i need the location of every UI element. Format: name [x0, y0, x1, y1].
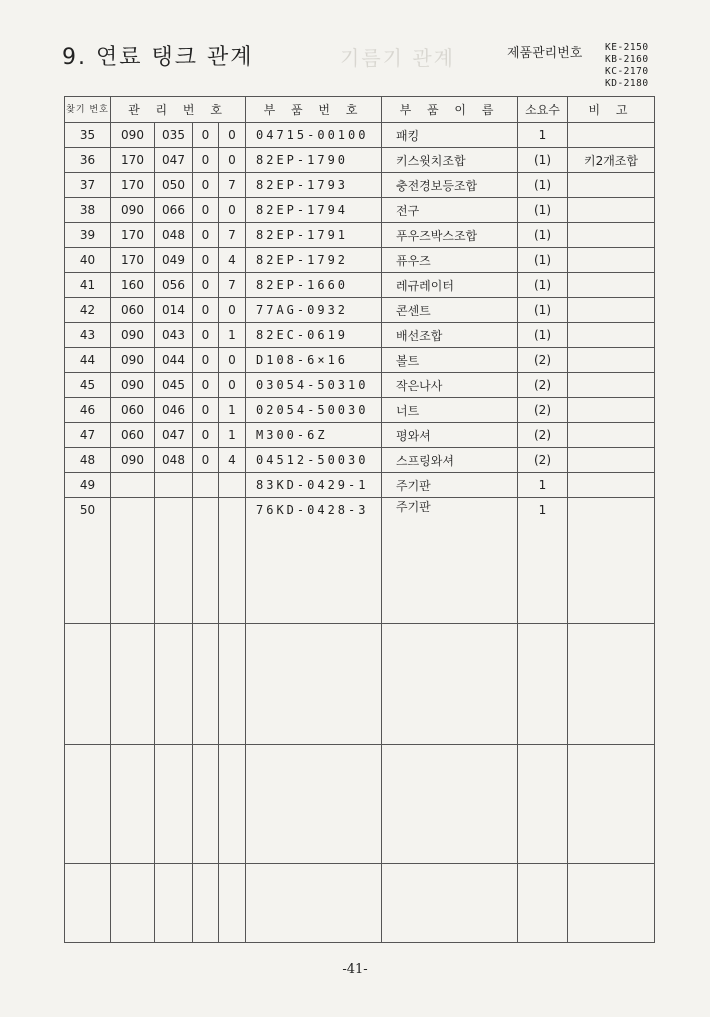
- cell-a: 090: [111, 198, 155, 223]
- cell-c: 0: [193, 148, 219, 173]
- cell-pn: 82EP-1794: [246, 198, 382, 223]
- table-row: [65, 473, 655, 498]
- cell-a: 090: [111, 348, 155, 373]
- cell-a: 090: [111, 373, 155, 398]
- table-row: [65, 148, 655, 173]
- cell-no: 46: [65, 398, 111, 423]
- cell-no: 48: [65, 448, 111, 473]
- empty-cell: [518, 624, 568, 745]
- cell-b: 046: [155, 398, 193, 423]
- cell-d: 1: [219, 323, 246, 348]
- cell-a: 090: [111, 123, 155, 148]
- cell-name: 평와셔: [382, 423, 518, 448]
- cell-name: 퓨우즈: [382, 248, 518, 273]
- empty-row-block: [65, 864, 655, 943]
- empty-row-block: [65, 745, 655, 864]
- cell-no: 44: [65, 348, 111, 373]
- cell-no: 43: [65, 323, 111, 348]
- col-header-remark: 비 고: [568, 97, 655, 123]
- cell-remark: [568, 298, 655, 323]
- cell-name: 패킹: [382, 123, 518, 148]
- cell-b: 014: [155, 298, 193, 323]
- model-code: KB-2160: [605, 54, 649, 65]
- cell-name: 배선조합: [382, 323, 518, 348]
- cell-qty: (1): [518, 273, 568, 298]
- empty-cell: [246, 864, 382, 943]
- cell-b: 045: [155, 373, 193, 398]
- cell-remark: [568, 198, 655, 223]
- cell-qty: (1): [518, 248, 568, 273]
- col-header-qty: 소요수: [518, 97, 568, 123]
- cell-b: 047: [155, 423, 193, 448]
- cell-pn: 04715-00100: [246, 123, 382, 148]
- cell-b: 048: [155, 448, 193, 473]
- cell-no: 38: [65, 198, 111, 223]
- cell-c: 0: [193, 423, 219, 448]
- cell-b: 044: [155, 348, 193, 373]
- cell-name: 푸우즈박스조합: [382, 223, 518, 248]
- empty-cell: [246, 624, 382, 745]
- cell-pn: 82EP-1790: [246, 148, 382, 173]
- model-list: [605, 42, 649, 90]
- cell-qty: (2): [518, 448, 568, 473]
- table-row: [65, 273, 655, 298]
- cell-pn: 82EP-1792: [246, 248, 382, 273]
- cell-qty: (2): [518, 398, 568, 423]
- cell-qty: 1: [518, 473, 568, 498]
- empty-cell: [111, 745, 155, 864]
- empty-cell: [111, 864, 155, 943]
- empty-cell: [155, 864, 193, 943]
- cell-d: 7: [219, 173, 246, 198]
- empty-cell: [382, 745, 518, 864]
- cell-qty: (1): [518, 323, 568, 348]
- cell-d: 1: [219, 398, 246, 423]
- empty-cell: [155, 624, 193, 745]
- table-row: [65, 173, 655, 198]
- cell-no: 35: [65, 123, 111, 148]
- cell-d: 4: [219, 448, 246, 473]
- table-row: [65, 248, 655, 273]
- cell-pn: M300-6Z: [246, 423, 382, 448]
- cell-c: 0: [193, 448, 219, 473]
- cell-remark: [568, 373, 655, 398]
- cell-pn: 83KD-0429-1: [246, 473, 382, 498]
- cell-remark: 키2개조합: [568, 148, 655, 173]
- cell-remark: [568, 273, 655, 298]
- cell-b: 048: [155, 223, 193, 248]
- empty-cell: [219, 624, 246, 745]
- empty-cell: [65, 624, 111, 745]
- cell-b: [155, 473, 193, 498]
- product-mgmt-label: 제품관리번호: [507, 46, 583, 61]
- cell-a: [111, 473, 155, 498]
- col-header-no: 찾기 번호: [65, 97, 111, 123]
- cell-c: 0: [193, 298, 219, 323]
- empty-cell: [568, 864, 655, 943]
- empty-cell: [111, 624, 155, 745]
- cell-remark: [568, 248, 655, 273]
- cell-qty: (1): [518, 148, 568, 173]
- cell-b: [155, 498, 193, 624]
- cell-d: 0: [219, 373, 246, 398]
- cell-qty: (1): [518, 198, 568, 223]
- table-row: [65, 223, 655, 248]
- empty-cell: [155, 745, 193, 864]
- cell-qty: 1: [518, 498, 568, 624]
- parts-table: [64, 96, 655, 943]
- cell-name: 전구: [382, 198, 518, 223]
- cell-pn: 77AG-0932: [246, 298, 382, 323]
- cell-c: 0: [193, 173, 219, 198]
- cell-remark: [568, 398, 655, 423]
- cell-qty: (1): [518, 298, 568, 323]
- cell-b: 050: [155, 173, 193, 198]
- cell-name: 너트: [382, 398, 518, 423]
- cell-name: 스프링와셔: [382, 448, 518, 473]
- cell-no: 41: [65, 273, 111, 298]
- model-code: KC-2170: [605, 66, 649, 77]
- cell-name: 주기판: [382, 498, 518, 624]
- cell-remark: [568, 223, 655, 248]
- empty-cell: [568, 745, 655, 864]
- cell-d: 7: [219, 223, 246, 248]
- cell-qty: (1): [518, 223, 568, 248]
- cell-d: [219, 473, 246, 498]
- cell-c: 0: [193, 198, 219, 223]
- cell-pn: 76KD-0428-3: [246, 498, 382, 624]
- cell-c: 0: [193, 223, 219, 248]
- cell-a: 160: [111, 273, 155, 298]
- cell-d: [219, 498, 246, 624]
- table-row: [65, 398, 655, 423]
- page-title: 9. 연료 탱크 관계: [62, 45, 254, 70]
- cell-remark: [568, 498, 655, 624]
- cell-d: 0: [219, 123, 246, 148]
- cell-c: [193, 498, 219, 624]
- cell-no: 47: [65, 423, 111, 448]
- table-row: [65, 448, 655, 473]
- cell-d: 0: [219, 148, 246, 173]
- cell-no: 40: [65, 248, 111, 273]
- cell-a: 170: [111, 248, 155, 273]
- cell-c: [193, 473, 219, 498]
- empty-cell: [382, 624, 518, 745]
- col-header-part-name: 부 품 이 름: [382, 97, 518, 123]
- cell-name: 볼트: [382, 348, 518, 373]
- cell-name: 주기판: [382, 473, 518, 498]
- cell-pn: 02054-50030: [246, 398, 382, 423]
- cell-remark: [568, 473, 655, 498]
- empty-cell: [518, 745, 568, 864]
- cell-a: 060: [111, 398, 155, 423]
- table-row: [65, 323, 655, 348]
- cell-no: 39: [65, 223, 111, 248]
- empty-cell: [568, 624, 655, 745]
- cell-d: 4: [219, 248, 246, 273]
- cell-remark: [568, 173, 655, 198]
- cell-b: 035: [155, 123, 193, 148]
- empty-cell: [382, 864, 518, 943]
- cell-no: 49: [65, 473, 111, 498]
- cell-pn: 04512-50030: [246, 448, 382, 473]
- cell-qty: (2): [518, 423, 568, 448]
- cell-c: 0: [193, 123, 219, 148]
- cell-no: 45: [65, 373, 111, 398]
- cell-pn: 82EP-1793: [246, 173, 382, 198]
- cell-c: 0: [193, 348, 219, 373]
- table-row: [65, 373, 655, 398]
- cell-no: 50: [65, 498, 111, 624]
- cell-remark: [568, 423, 655, 448]
- cell-name: 작은나사: [382, 373, 518, 398]
- cell-c: 0: [193, 398, 219, 423]
- cell-c: 0: [193, 373, 219, 398]
- empty-cell: [219, 864, 246, 943]
- empty-cell: [219, 745, 246, 864]
- model-code: KE-2150: [605, 42, 649, 53]
- cell-a: 170: [111, 173, 155, 198]
- cell-no: 36: [65, 148, 111, 173]
- cell-qty: (1): [518, 173, 568, 198]
- empty-cell: [193, 624, 219, 745]
- empty-cell: [193, 864, 219, 943]
- model-code: KD-2180: [605, 78, 649, 89]
- empty-cell: [65, 745, 111, 864]
- cell-name: 충전경보등조합: [382, 173, 518, 198]
- empty-row-block: [65, 624, 655, 745]
- cell-b: 043: [155, 323, 193, 348]
- cell-remark: [568, 323, 655, 348]
- cell-remark: [568, 348, 655, 373]
- empty-cell: [518, 864, 568, 943]
- cell-no: 37: [65, 173, 111, 198]
- cell-b: 049: [155, 248, 193, 273]
- table-row: [65, 348, 655, 373]
- cell-b: 047: [155, 148, 193, 173]
- empty-cell: [65, 864, 111, 943]
- cell-qty: (2): [518, 348, 568, 373]
- cell-b: 056: [155, 273, 193, 298]
- cell-name: 레규레이터: [382, 273, 518, 298]
- cell-remark: [568, 448, 655, 473]
- cell-a: 170: [111, 148, 155, 173]
- table-row: [65, 498, 655, 624]
- cell-a: 090: [111, 448, 155, 473]
- cell-c: 0: [193, 248, 219, 273]
- cell-c: 0: [193, 323, 219, 348]
- table-row: [65, 123, 655, 148]
- cell-d: 0: [219, 298, 246, 323]
- cell-d: 7: [219, 273, 246, 298]
- cell-pn: D108-6×16: [246, 348, 382, 373]
- cell-no: 42: [65, 298, 111, 323]
- cell-pn: 82EC-0619: [246, 323, 382, 348]
- cell-a: 060: [111, 423, 155, 448]
- empty-cell: [246, 745, 382, 864]
- cell-a: 170: [111, 223, 155, 248]
- cell-d: 1: [219, 423, 246, 448]
- cell-a: 060: [111, 298, 155, 323]
- cell-qty: 1: [518, 123, 568, 148]
- empty-cell: [193, 745, 219, 864]
- cell-c: 0: [193, 273, 219, 298]
- col-header-mgmt: 관 리 번 호: [111, 97, 246, 123]
- cell-qty: (2): [518, 373, 568, 398]
- cell-name: 콘센트: [382, 298, 518, 323]
- col-header-part-no: 부 품 번 호: [246, 97, 382, 123]
- page-number: -41-: [342, 962, 368, 977]
- cell-d: 0: [219, 348, 246, 373]
- cell-pn: 82EP-1791: [246, 223, 382, 248]
- bleed-through-text: 기름기 관계: [340, 46, 455, 70]
- cell-d: 0: [219, 198, 246, 223]
- cell-remark: [568, 123, 655, 148]
- cell-a: 090: [111, 323, 155, 348]
- cell-pn: 03054-50310: [246, 373, 382, 398]
- table-row: [65, 423, 655, 448]
- cell-name: 키스윗치조합: [382, 148, 518, 173]
- cell-b: 066: [155, 198, 193, 223]
- table-row: [65, 298, 655, 323]
- cell-pn: 82EP-1660: [246, 273, 382, 298]
- cell-a: [111, 498, 155, 624]
- table-header-row: [65, 97, 655, 123]
- table-row: [65, 198, 655, 223]
